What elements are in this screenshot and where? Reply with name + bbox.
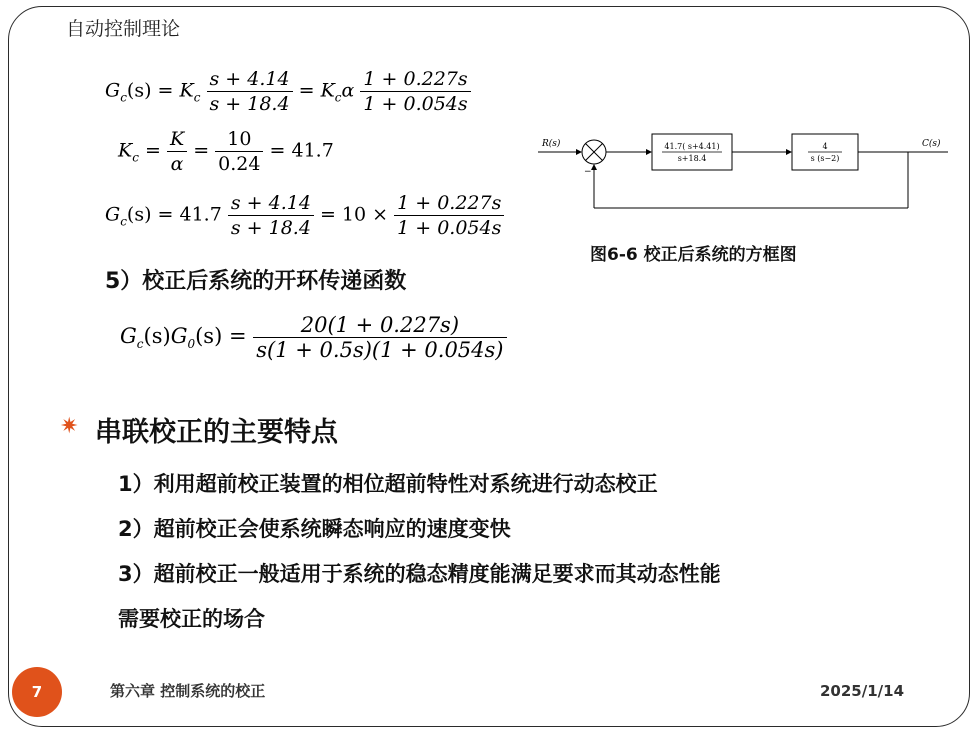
- equation-gc-1: $G_c(s) = K_c$ $\frac{s + 4.14}{s + 18.4}$ = $K_c\alpha$ $\frac{1 + 0.227s}{1 + 0.054s}$: [105, 68, 471, 115]
- equation-gc-2: $G_c(s) = 41.7$ $\frac{s + 4.14}{s + 18.4}$ = 10 × $\frac{1 + 0.227s}{1 + 0.054s}$: [105, 192, 504, 239]
- block2-numerator: 4: [822, 142, 828, 151]
- equation-kc: $K_c$ = $\frac{K}{\alpha}$ = $\frac{10}{0.24}$ = 41.7: [118, 128, 334, 175]
- minus-sign: −: [584, 167, 592, 177]
- chapter-label: 第六章 控制系统的校正: [110, 682, 266, 700]
- star-bullet-icon: ✷: [60, 414, 79, 439]
- block1-numerator: 41.7( s+4.41): [664, 142, 720, 151]
- output-label: C(s): [922, 139, 941, 149]
- input-arrow: [576, 149, 582, 155]
- block-diagram: [538, 128, 950, 220]
- equation-open-loop: $G_c(s)G_0(s)$ = $\frac{20(1 + 0.227s)}{s(1 + 0.5s)(1 + 0.054s)}$: [120, 314, 507, 361]
- list-item: 2）超前校正会使系统瞬态响应的速度变快: [118, 517, 511, 541]
- block2-denominator: s (s−2): [810, 154, 840, 163]
- section-5-title: 5）校正后系统的开环传递函数: [105, 269, 407, 294]
- date-label: 2025/1/14: [820, 682, 905, 700]
- course-title: 自动控制理论: [66, 18, 181, 40]
- page-number-badge: 7: [12, 667, 62, 717]
- input-label: R(s): [542, 139, 561, 149]
- block1-denominator: s+18.4: [677, 154, 707, 163]
- list-item: 需要校正的场合: [118, 607, 265, 631]
- main-heading: 串联校正的主要特点: [95, 417, 338, 448]
- diagram-caption: 图6-6 校正后系统的方框图: [590, 245, 797, 265]
- list-item: 1）利用超前校正装置的相位超前特性对系统进行动态校正: [118, 472, 658, 496]
- list-item: 3）超前校正一般适用于系统的稳态精度能满足要求而其动态性能: [118, 562, 721, 586]
